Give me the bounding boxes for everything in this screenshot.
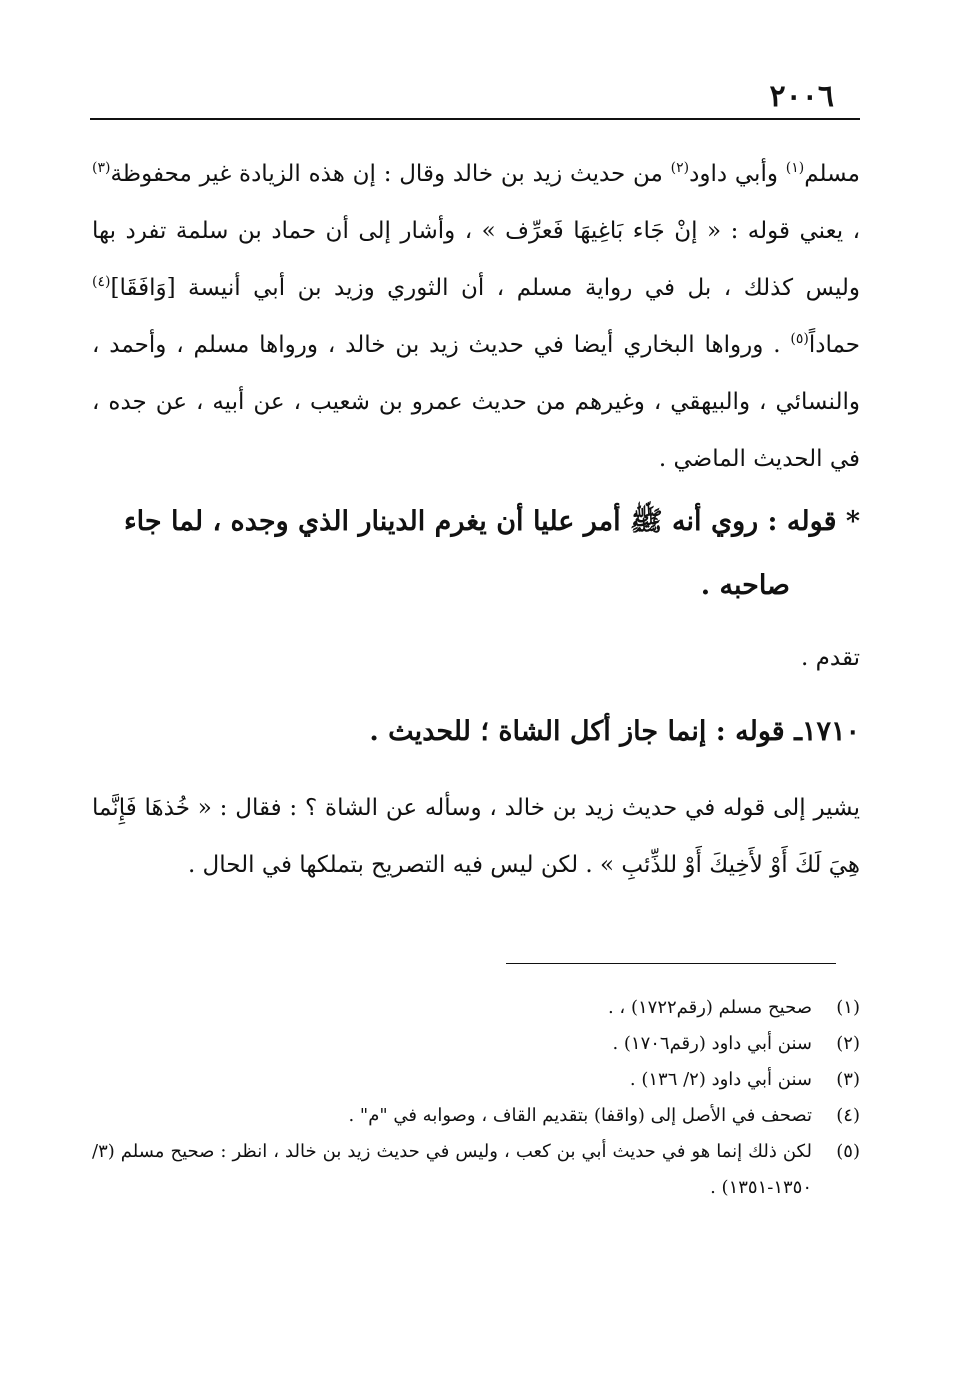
footnotes	[92, 990, 860, 1206]
heading-line-2: صاحبه .	[700, 570, 790, 601]
footnote-1	[92, 990, 860, 1026]
heading-line-1: * قوله : روي أنه ﷺ أمر عليا أن يغرم الدينار الذي وجده ، لما جاء	[123, 506, 860, 537]
text-segment: حماداً	[808, 332, 860, 358]
paragraph-3: يشير إلى قوله في حديث زيد بن خالد ، وسأله عن الشاة ؟ : فقال : « خُذهَا فَإِنَّما هِيَ لَكَ أَوْ لأَخِيكَ أَوْ للذِّئبِ » . لكن ليس فيه التصريح بتملكها في الحال .	[92, 795, 860, 878]
footnote-number: (١)	[836, 997, 860, 1018]
footnote-number: (٤)	[836, 1105, 860, 1126]
text-segment: ، يعني قوله : « إنْ جَاء بَاغِيهَا فَعرِّف » ، وأشار إلى أن حماد بن سلمة تفرد بها وليس كذلك ، بل في رواية مسلم ، أن الثوري وزيد بن أبي أنيسة [وَافَقَا]	[92, 218, 860, 301]
text-segment: . ورواها البخاري أيضا في حديث زيد بن خالد ، ورواها مسلم ، وأحمد ، والنسائي ، والبيهقي ، وغيرهم من حديث عمرو بن شعيب ، عن أبيه ، عن جده ، في الحديث الماضي .	[92, 332, 860, 472]
footnote-text: سنن أبي داود (رقم١٧٠٦) .	[612, 1033, 812, 1054]
footnote-text: صحيح مسلم (رقم١٧٢٢) ، .	[607, 997, 812, 1018]
section-heading-1	[92, 490, 860, 618]
text-segment: وأبي داود	[689, 161, 786, 187]
footnote-text: تصحف في الأصل إلى (واقفا) بتقديم القاف ، وصوابه في "م" .	[348, 1105, 812, 1126]
footnote-ref-1[interactable]: (١)	[785, 160, 805, 176]
footnote-ref-3[interactable]: (٣)	[92, 160, 111, 176]
page-number: ٢٠٠٦	[769, 79, 834, 114]
paragraph-2: تقدم .	[801, 645, 860, 671]
header-rule	[90, 118, 860, 120]
footnote-number: (٢)	[836, 1033, 860, 1054]
footnote-3	[92, 1062, 860, 1098]
footnote-ref-2[interactable]: (٢)	[670, 160, 690, 176]
footnote-2	[92, 1026, 860, 1062]
footnote-ref-4[interactable]: (٤)	[92, 274, 111, 290]
text-segment: من حديث زيد بن خالد وقال : إن هذه الزيادة غير محفوظة	[110, 161, 671, 187]
text-segment: مسلم	[804, 161, 860, 187]
footnote-text: لكن ذلك إنما هو في حديث أبي بن كعب ، وليس في حديث زيد بن خالد ، انظر : صحيح مسلم (٣/ ١٣٥٠-١٣٥١) .	[92, 1141, 812, 1198]
footnote-separator	[506, 963, 836, 964]
footnote-5	[92, 1134, 860, 1206]
footnote-4	[92, 1098, 860, 1134]
footnote-text: سنن أبي داود (٢/ ١٣٦) .	[629, 1069, 812, 1090]
footnote-number: (٥)	[836, 1141, 860, 1162]
section-heading-2: ١٧١٠ـ قوله : إنما جاز أكل الشاة ؛ للحديث .	[369, 716, 860, 747]
footnote-ref-5[interactable]: (٥)	[790, 331, 809, 347]
footnote-number: (٣)	[836, 1069, 860, 1090]
paragraph-1	[92, 146, 860, 488]
